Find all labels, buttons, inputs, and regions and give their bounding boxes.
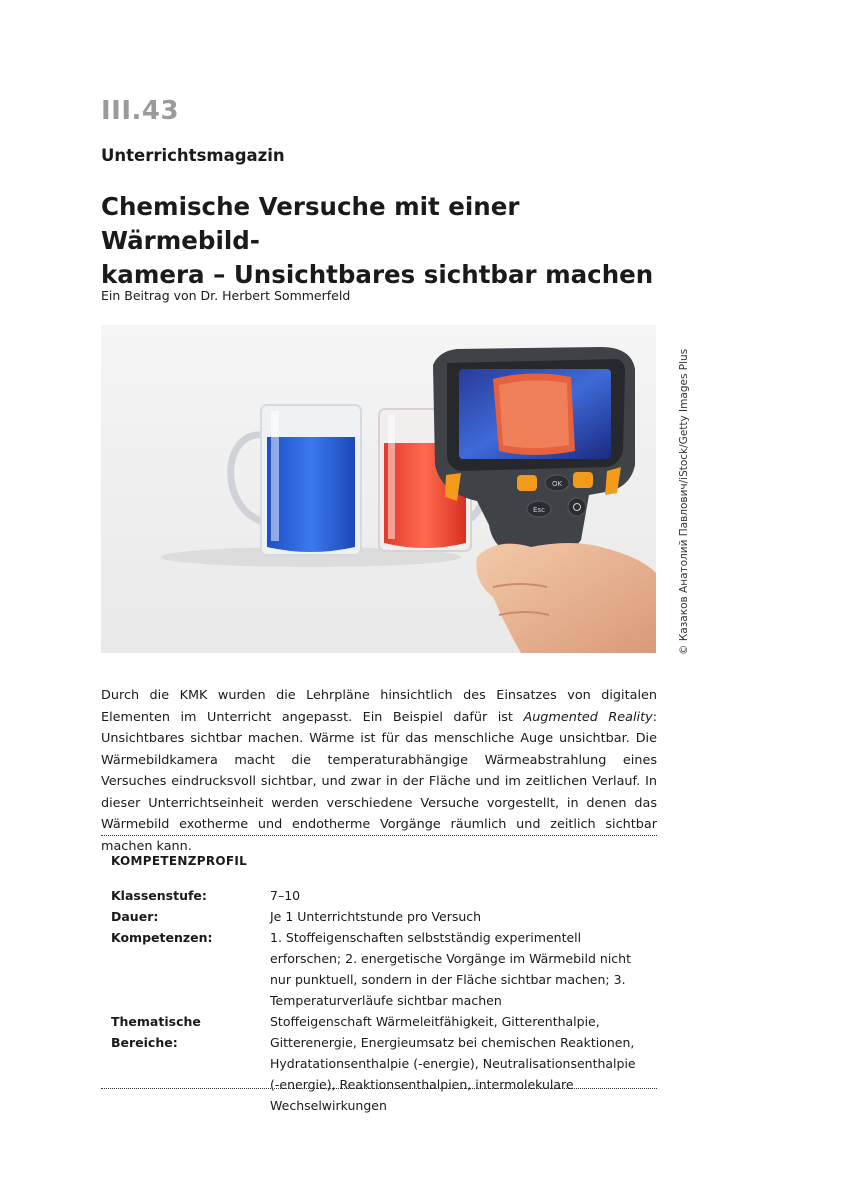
profile-row-duration bbox=[111, 906, 651, 927]
intro-emphasis: Augmented Reality bbox=[523, 709, 653, 725]
profile-value: 1. Stoffeigenschaften selbstständig experimentell erforschen; 2. energetische Vorgänge im Wärmebild nicht nur punktuell, sondern in der Fläche sichtbar machen; 3. Temperaturverläufe sichtbar machen bbox=[270, 930, 631, 1008]
title-line-2: kamera – Unsichtbares sichtbar machen bbox=[101, 260, 654, 289]
profile-row-grade bbox=[111, 885, 651, 906]
photo-credit bbox=[664, 348, 690, 655]
magazine-kicker: Unterrichtsmagazin bbox=[101, 146, 285, 165]
thermal-camera-photo bbox=[101, 325, 656, 653]
profile-label: Thematische Bereiche: bbox=[111, 1014, 201, 1050]
profile-label: Klassenstufe: bbox=[111, 888, 207, 903]
section-number: III.43 bbox=[101, 96, 180, 126]
competence-profile bbox=[111, 885, 651, 1116]
dotted-divider-top bbox=[101, 835, 657, 836]
intro-text-2: : Unsichtbares sichtbar machen. Wärme ist für das menschliche Auge unsichtbar. Die Wärmebildkamera macht die temperaturabhängige Wärmeabstrahlung eines Versuches eindrucksvoll sichtbar, und zwar in der Fläche und im zeitlichen Verlauf. In dieser Unterrichtseinheit werden verschiedene Versuche vorgestellt, in denen das Wärmebild exotherme und endotherme Vorgänge räumlich und zeitlich sichtbar machen kann. bbox=[101, 709, 657, 854]
profile-row-topics bbox=[111, 1011, 651, 1116]
dotted-divider-bottom bbox=[101, 1088, 657, 1089]
profile-heading: KOMPETENZPROFIL bbox=[111, 854, 248, 868]
profile-value: Je 1 Unterrichtstunde pro Versuch bbox=[270, 909, 482, 924]
profile-value: 7–10 bbox=[270, 888, 301, 903]
intro-paragraph bbox=[101, 685, 657, 857]
esc-button-label: Esc bbox=[533, 506, 545, 514]
profile-label: Dauer: bbox=[111, 909, 159, 924]
page-title bbox=[101, 190, 681, 292]
photo-illustration bbox=[101, 325, 656, 653]
profile-row-competencies bbox=[111, 927, 651, 1011]
photo-credit-text: © Казаков Анатолий Павлович/iStock/Getty Images Plus bbox=[678, 348, 690, 655]
intro-text-1: Durch die KMK wurden die Lehrpläne hinsichtlich des Einsatzes von digitalen Elementen im Unterricht angepasst. Ein Beispiel dafür ist bbox=[101, 688, 657, 725]
title-line-1: Chemische Versuche mit einer Wärmebild- bbox=[101, 192, 520, 255]
ok-button-label: OK bbox=[551, 480, 563, 488]
profile-value: Stoffeigenschaft Wärmeleitfähigkeit, Gitterenthalpie, Gitterenergie, Energieumsatz bei chemischen Reaktionen, Hydratationsenthalpie (-energie), Neutralisationsenthalpie (-energie), Reaktionsenthalpien, intermolekulare Wechselwirkungen bbox=[270, 1014, 636, 1113]
author-byline: Ein Beitrag von Dr. Herbert Sommerfeld bbox=[101, 288, 351, 303]
profile-label: Kompetenzen: bbox=[111, 930, 213, 945]
